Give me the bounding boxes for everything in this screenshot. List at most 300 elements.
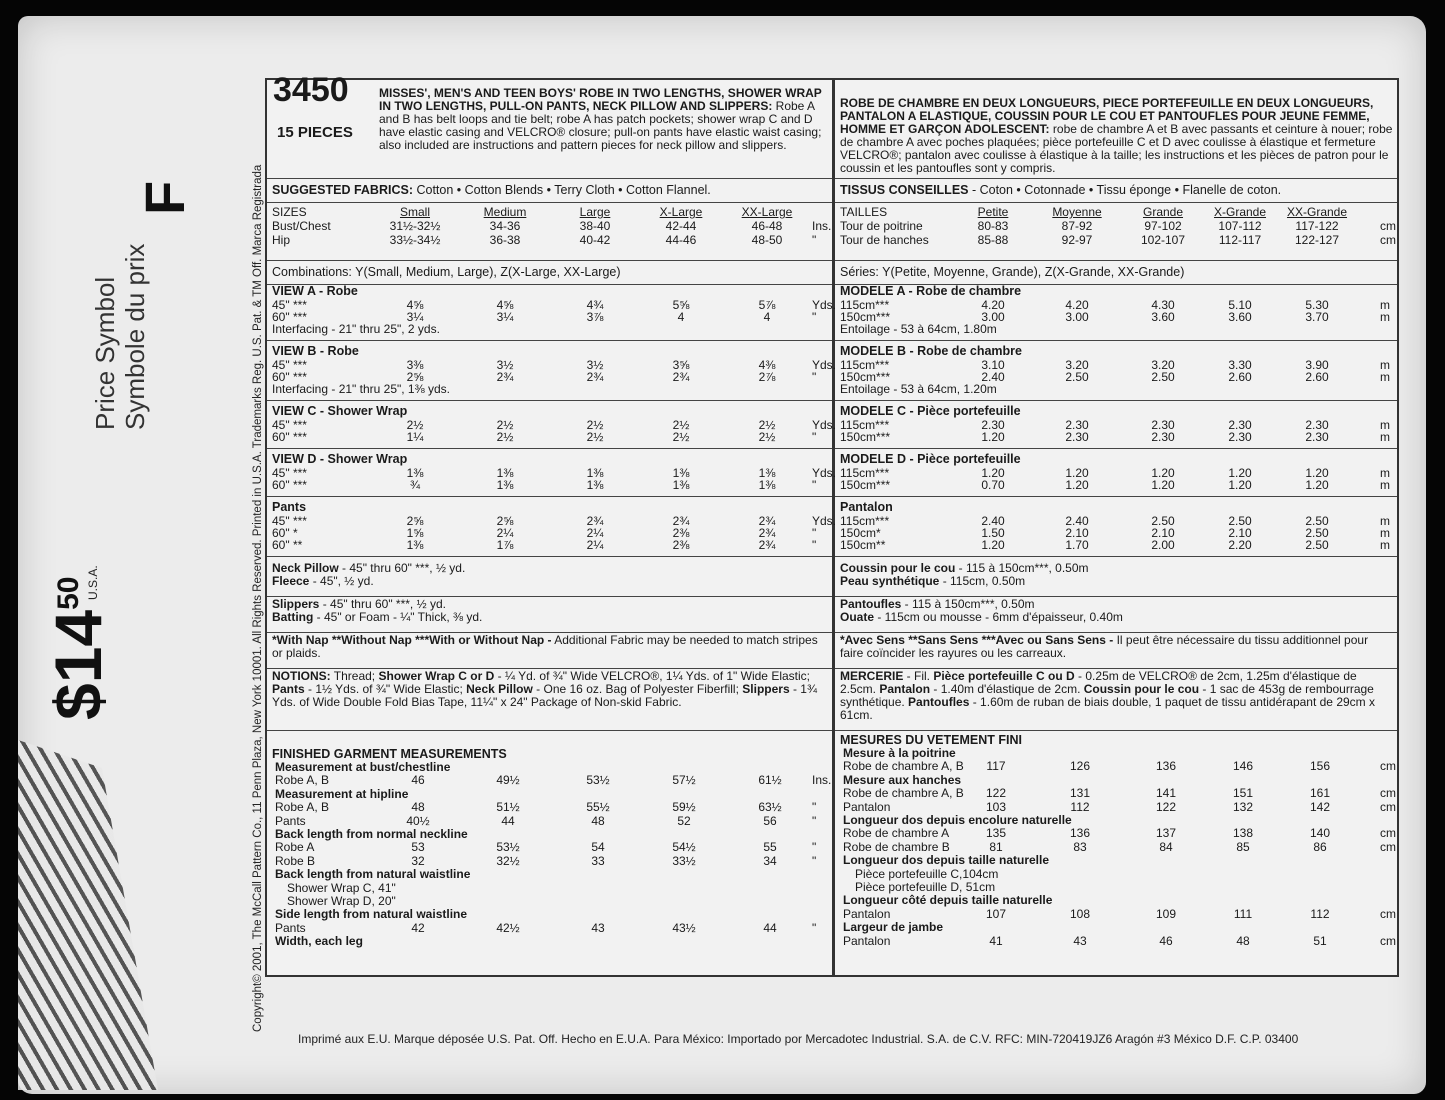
en-batting-text: - 45" or Foam - ¼" Thick, ⅜ yd. [313, 610, 483, 624]
en-yardage-value: 4 [763, 310, 771, 324]
fr-yardage-value: 2.30 [1305, 418, 1329, 432]
fr-fgm-value: 103 [985, 799, 1007, 814]
fr-fabric-width: 150cm*** [840, 478, 891, 492]
price-country: U.S.A. [86, 565, 100, 600]
fr-fgm-heading-text: Mesure à la poitrine [843, 746, 956, 760]
en-fgm-row [275, 895, 832, 908]
en-size-cell: 40-42 [579, 233, 611, 247]
fr-notions [840, 670, 1392, 722]
en-yardage-value: 2½ [586, 418, 604, 432]
en-fabric-width: 60" *** [272, 370, 307, 384]
fr-fgm-heading [843, 747, 1397, 760]
fr-yardage-value: 2.10 [1228, 526, 1252, 540]
fr-yardage-row [840, 479, 1397, 491]
fr-yardage-value: 2.50 [1151, 514, 1175, 528]
en-size-cell: 31½-32½ [389, 219, 441, 233]
en-fgm-value: 32 [411, 853, 425, 868]
en-size-cell: X-Large [659, 205, 703, 219]
fr-yardage-value: 1.20 [981, 430, 1005, 444]
en-fgm-row [275, 841, 832, 854]
import-footer: Imprimé aux E.U. Marque déposée U.S. Pat. Off. Hecho en E.U.A. Para México: Importado por Mercadotec Industrial. S.A. de C.V. RFC: MIN-720419JZ6 Aragón #3 México D.F. C.P. 03400 [298, 1032, 1299, 1046]
fr-yardage-value: 2.30 [981, 418, 1005, 432]
en-yardage-row [272, 298, 837, 312]
fr-yardage-unit: m [1380, 538, 1390, 552]
fr-view-title: MODELE C - Pièce portefeuille [840, 404, 1021, 418]
en-yardage-value: 1⅝ [406, 526, 424, 540]
en-fgm-row [275, 922, 832, 935]
fr-interfacing-note: Entoilage - 53 à 64cm, 1.80m [840, 322, 997, 336]
en-fgm-value: 43 [591, 920, 605, 935]
en-yardage-value: 1⅜ [758, 478, 776, 492]
en-yardage-value: 1⅞ [496, 538, 514, 552]
en-yardage-value: 1⅜ [496, 478, 514, 492]
fr-fgm-unit: cm [1380, 786, 1396, 801]
fr-fabrics-text: - Coton • Cotonnade • Tissu éponge • Flanelle de coton. [968, 183, 1282, 197]
en-fgm-heading-text: Measurement at hipline [275, 786, 409, 801]
fr-fgm-value: 83 [1073, 839, 1087, 854]
fr-view-2 [835, 402, 1397, 449]
en-yardage-row [272, 527, 832, 539]
en-description-text: Robe A and B has belt loops and tie belt; robe A has patch pockets; shower wrap C and D have elastic casing and VELCRO® closure; pull-on pants have elastic waist casing; also included are instructions and pattern pieces for neck pillow and slippers. [379, 99, 822, 152]
fr-view-title: MODELE B - Robe de chambre [840, 344, 1022, 358]
en-fgm-label: Robe A, B [275, 800, 330, 815]
fr-yardage-unit: m [1380, 478, 1390, 492]
en-yardage-unit: " [812, 370, 817, 384]
en-yardage-value: 2¼ [586, 526, 604, 540]
en-fgm-value: 53 [411, 840, 425, 855]
fr-size-cell: 97-102 [1144, 219, 1182, 233]
en-yardage-unit: " [812, 430, 817, 444]
en-yardage-row [272, 514, 837, 528]
fr-fgm-label: Robe de chambre A, B [843, 786, 964, 801]
en-combinations: Combinations: Y(Small, Medium, Large), Z(X-Large, XX-Large) [267, 262, 832, 285]
fr-fabric-width: 115cm*** [840, 514, 890, 528]
fr-fgm-heading [843, 894, 1397, 907]
fr-description-text: robe de chambre A et B avec passants et ceinture à nouer; robe de chambre A avec poches plaquées; pièce portefeuille C et D avec coulisse à élastique et fermeture VELCRO®; pantalon avec coulisse à élastique à la taille; les instructions et les pièces de patron pour le coussin et les pantoufles sont y compris. [840, 122, 1393, 175]
fr-yardage-unit: m [1380, 526, 1390, 540]
fr-fgm-value: 86 [1313, 839, 1327, 854]
fr-nap-label: *Avec Sens **Sans Sens ***Avec ou Sans Sens - [840, 633, 1114, 647]
fr-yardage-value: 4.20 [981, 298, 1005, 312]
en-slippers-label: Slippers [272, 597, 320, 611]
fr-view-title: MODELE A - Robe de chambre [840, 284, 1022, 298]
en-fgm-heading [275, 868, 832, 881]
fr-yardage-value: 2.50 [1151, 370, 1175, 384]
fr-yardage-value: 2.10 [1065, 526, 1089, 540]
en-yardage-value: 2⅝ [406, 370, 424, 384]
en-fgm-unit: " [812, 813, 817, 828]
en-sizes-row [272, 234, 832, 247]
en-fgm-value: 42 [411, 920, 425, 935]
fr-size-cell: 92-97 [1061, 233, 1093, 247]
fr-yardage-value: 3.70 [1305, 310, 1329, 324]
en-fgm-title: FINISHED GARMENT MEASUREMENTS [272, 747, 507, 761]
fr-fgm-row [843, 801, 1397, 814]
en-yardage-unit: Yds. [812, 358, 837, 372]
en-yardage-unit: Yds. [812, 466, 837, 480]
fr-yardage-value: 1.20 [1151, 478, 1175, 492]
fr-yardage-value: 3.20 [1151, 358, 1175, 372]
price-cents: 50 [52, 576, 85, 610]
en-fgm-value: 33 [591, 853, 605, 868]
fr-yardage-value: 3.90 [1305, 358, 1329, 372]
en-sizes-label: Bust/Chest [272, 219, 331, 233]
en-fgm-value: 61½ [758, 773, 782, 788]
en-yardage-value: 3¼ [406, 310, 424, 324]
fr-fgm-value: 46 [1159, 933, 1173, 948]
en-yardage-value: 1⅜ [586, 466, 604, 480]
price [40, 577, 116, 721]
en-yardage-value: 3½ [496, 358, 514, 372]
fr-fgm-unit: cm [1380, 799, 1396, 814]
en-yardage-unit: Yds. [812, 418, 837, 432]
en-nap-label: *With Nap **Without Nap ***With or Without Nap - [272, 633, 552, 647]
en-fgm-heading [275, 935, 832, 948]
en-fgm-value: 51½ [496, 800, 520, 815]
en-fgm-value: 63½ [758, 800, 782, 815]
fr-sizes-row [840, 206, 1397, 219]
fr-yardage-value: 3.10 [981, 358, 1005, 372]
en-fgm-value: 55½ [586, 800, 610, 815]
fr-fabric-width: 150cm*** [840, 430, 891, 444]
en-fgm-value: 32½ [496, 853, 520, 868]
en-fleece-label: Fleece [272, 574, 310, 588]
fr-fgm-value: 137 [1155, 826, 1177, 841]
en-notions-part: Shower Wrap C or D [378, 669, 495, 683]
en-notions-part: Thread; [330, 669, 379, 683]
fr-fgm-unit: cm [1380, 933, 1396, 948]
fr-fgm-row [843, 935, 1397, 948]
fr-yardage-value: 2.40 [1065, 514, 1089, 528]
en-fgm-unit: " [812, 853, 817, 868]
en-sizes-row [272, 206, 832, 219]
fr-fgm-value: 112 [1070, 799, 1090, 814]
en-fgm-heading-text: Back length from normal neckline [275, 827, 468, 841]
fr-fgm-value: 131 [1069, 786, 1091, 801]
en-yardage-value: 3⅞ [586, 310, 604, 324]
fr-fgm-value: 109 [1155, 906, 1177, 921]
en-size-cell: 48-50 [751, 233, 783, 247]
en-fabric-width: 45" *** [272, 466, 307, 480]
en-yardage-value: 2⅞ [758, 370, 776, 384]
en-fgm-value: 44 [501, 813, 515, 828]
en-yardage-value: 4 [677, 310, 685, 324]
fr-fgm-heading-text: Mesure aux hanches [843, 772, 962, 787]
fr-yardage-value: 0.70 [981, 478, 1005, 492]
fr-fgm-heading-text: Largeur de jambe [843, 920, 944, 935]
en-fgm-value: 49½ [496, 773, 520, 788]
en-notions-part: - 1½ Yds. of ¾" Wide Elastic; [304, 682, 467, 696]
price-symbol-label-fr: Symbole du prix [120, 243, 150, 430]
en-fgm-unit: " [812, 840, 817, 855]
en-size-unit: " [812, 233, 817, 247]
en-view-0 [267, 282, 837, 341]
price-symbol-label: Price Symbol [90, 276, 120, 430]
en-fgm-value: 43½ [672, 920, 696, 935]
en-yardage-unit: Yds. [812, 298, 837, 312]
pattern-info-panel [265, 71, 1399, 977]
en-size-cell: 33½-34½ [389, 233, 441, 247]
fr-fgm-row [843, 881, 1397, 894]
en-view-2 [267, 402, 837, 449]
en-fgm-heading-text: Back length from natural waistline [275, 867, 471, 882]
fr-fgm-heading-text: Longueur dos depuis encolure naturelle [843, 813, 1072, 827]
en-neck-pillow-text: - 45" thru 60" ***, ½ yd. [338, 561, 466, 575]
en-size-cell: 38-40 [579, 219, 611, 233]
fr-fgm-value: 84 [1159, 839, 1173, 854]
fr-yardage-value: 5.30 [1305, 298, 1329, 312]
fr-yardage-value: 1.20 [1228, 478, 1252, 492]
fr-fabrics-label: TISSUS CONSEILLES [840, 183, 969, 197]
en-yardage-value: 3⅜ [406, 358, 424, 372]
fr-fgm-value: 126 [1069, 759, 1091, 774]
en-yardage-value: 2½ [496, 418, 514, 432]
fr-sizes-table [835, 200, 1397, 261]
en-sizes-label: SIZES [272, 205, 307, 219]
fr-view-0 [835, 282, 1397, 341]
fr-sizes-row [840, 220, 1397, 233]
fr-fgm-value: 108 [1069, 906, 1091, 921]
fr-fgm-text: Pièce portefeuille D, 51cm [855, 880, 996, 894]
french-column [835, 80, 1397, 975]
en-yardage-value: 1⅜ [406, 538, 424, 552]
en-size-cell: XX-Large [741, 205, 793, 219]
en-nap-section [267, 630, 832, 669]
en-fabric-width: 60" * [272, 526, 298, 540]
en-notions-part: NOTIONS: [272, 669, 331, 683]
en-yardage-unit: " [812, 538, 817, 552]
fr-yardage-unit: m [1380, 310, 1390, 324]
fr-size-cell: Grande [1142, 205, 1184, 219]
en-fgm-label: Pants [275, 920, 306, 935]
en-fgm-value: 53½ [496, 840, 520, 855]
en-yardage-value: 2½ [672, 418, 690, 432]
fr-neck-pillow-text: - 115 à 150cm***, 0.50m [955, 561, 1089, 575]
en-notions-part: - ¼ Yd. of ¾" Wide VELCRO®, 1¼ Yds. of 1" Wide Elastic; [494, 669, 810, 683]
fr-yardage-value: 2.60 [1228, 370, 1252, 384]
fr-notions-part: - 1.60m de ruban de biais double, 1 paquet de tissu antidérapant de 29cm x 61cm. [840, 695, 1375, 722]
en-yardage-unit: " [812, 526, 817, 540]
en-yardage-value: 2⅝ [496, 514, 514, 528]
fr-combinations: Séries: Y(Petite, Moyenne, Grande), Z(X-Grande, XX-Grande) [835, 262, 1397, 285]
fr-yardage-unit: m [1380, 298, 1390, 312]
fr-yardage-value: 1.20 [1065, 466, 1089, 480]
fr-fabric-width: 150cm*** [840, 310, 891, 324]
fr-sizes-label: Tour de poitrine [840, 219, 923, 233]
fr-fgm-value: 111 [1233, 906, 1253, 921]
fr-fgm-value: 135 [985, 826, 1007, 841]
en-yardage-row [272, 358, 837, 372]
fr-fgm-value: 122 [985, 786, 1007, 801]
fr-yardage-value: 2.50 [1065, 370, 1089, 384]
fr-fgm-value: 136 [1155, 759, 1177, 774]
en-fgm-value: 46 [411, 773, 425, 788]
en-notions-part: - One 16 oz. Bag of Polyester Fiberfill; [532, 682, 743, 696]
fr-notions-section [835, 666, 1397, 731]
en-sizes-table [267, 200, 832, 261]
fr-fgm-label: Robe de chambre B [843, 839, 950, 854]
en-fgm-text: Shower Wrap D, 20" [287, 894, 396, 908]
en-fgm-value: 55 [763, 840, 777, 855]
fr-batting-label: Ouate [840, 610, 875, 624]
en-yardage-value: 1⅜ [758, 466, 776, 480]
fr-fgm-unit: cm [1380, 906, 1396, 921]
price-dollars: $14 [41, 609, 115, 720]
fr-yardage-value: 1.20 [981, 538, 1005, 552]
fr-fgm-value: 136 [1069, 826, 1091, 841]
en-view-title: VIEW B - Robe [272, 344, 359, 358]
fr-size-cell: 117-122 [1295, 219, 1339, 233]
fr-finished-measurements [835, 728, 1397, 975]
fr-yardage-value: 3.00 [981, 310, 1005, 324]
en-fgm-label: Robe B [275, 853, 316, 868]
en-view-1 [267, 342, 837, 401]
fr-yardage-value: 1.20 [1151, 466, 1175, 480]
en-fgm-row [275, 855, 832, 868]
fr-fgm-title: MESURES DU VETEMENT FINI [840, 733, 1022, 747]
en-yardage-value: 2¾ [758, 514, 776, 528]
en-fabric-width: 45" *** [272, 514, 307, 528]
en-fabric-width: 60" ** [272, 538, 303, 552]
fr-fabric-width: 150cm*** [840, 370, 891, 384]
en-yardage-value: 2½ [758, 418, 776, 432]
en-fleece-text: - 45", ½ yd. [309, 574, 374, 588]
fr-sizes-row [840, 234, 1397, 247]
en-yardage-unit: Yds. [812, 514, 837, 528]
en-fgm-value: 57½ [672, 773, 696, 788]
en-yardage-value: 2⅜ [672, 538, 690, 552]
en-fgm-heading-text: Side length from natural waistline [275, 907, 468, 922]
fr-yardage-value: 3.30 [1228, 358, 1252, 372]
fr-fgm-label: Robe de chambre A, B [843, 759, 964, 774]
fr-title: ROBE DE CHAMBRE EN DEUX LONGUEURS, PIECE PORTEFEUILLE EN DEUX LONGUEURS, PANTALON A ELASTIQUE, COUSSIN POUR LE COU ET PANTOUFLES POUR JEUNE FEMME, HOMME ET GARÇON ADOLESCENT: [840, 96, 1374, 136]
en-size-cell: 46-48 [751, 219, 783, 233]
en-fgm-value: 40½ [406, 813, 430, 828]
en-fgm-value: 54½ [672, 840, 696, 855]
fr-fgm-value: 140 [1309, 826, 1331, 841]
en-view-title: Pants [272, 500, 307, 514]
fr-yardage-value: 2.30 [1151, 418, 1175, 432]
en-yardage-value: 2⅜ [672, 526, 690, 540]
fr-fabric-width: 115cm*** [840, 418, 890, 432]
fr-yardage-value: 1.70 [1065, 538, 1089, 552]
en-finished-measurements [267, 728, 832, 975]
en-notions-part: - 1¾ Yds. of Wide Double Fold Bias Tape, 11¼" x 24" Package of Non-skid Fabric. [272, 682, 817, 709]
en-yardage-value: 4⅝ [496, 298, 514, 312]
fr-slippers-label: Pantoufles [840, 597, 902, 611]
en-yardage-value: 1⅜ [672, 466, 690, 480]
en-nap-text: Additional Fabric may be needed to match stripes or plaids. [272, 633, 818, 660]
en-yardage-value: 4⅜ [758, 358, 776, 372]
en-yardage-value: 2½ [672, 430, 690, 444]
en-notions-part: Neck Pillow [466, 682, 533, 696]
fr-fgm-label: Pantalon [843, 799, 891, 814]
en-fgm-heading [275, 761, 832, 774]
fr-yardage-value: 1.20 [1228, 466, 1252, 480]
fr-fabric-width: 115cm*** [840, 298, 890, 312]
fr-view-title: Pantalon [840, 500, 893, 514]
en-yardage-value: 2½ [586, 430, 604, 444]
en-sizes-row [272, 220, 832, 233]
fr-size-cell: 112-117 [1218, 233, 1262, 247]
en-fgm-row [275, 815, 832, 828]
en-interfacing-note: Interfacing - 21" thru 25", 2 yds. [272, 322, 440, 336]
en-fgm-label: Pants [275, 813, 306, 828]
en-yardage-value: 3½ [586, 358, 604, 372]
en-fgm-heading-text: Measurement at bust/chestline [275, 760, 451, 774]
fr-fgm-unit: cm [1380, 759, 1396, 774]
en-size-cell: 42-44 [665, 219, 697, 233]
fr-notions-part: Pantoufles [908, 695, 970, 709]
fr-yardage-value: 4.20 [1065, 298, 1089, 312]
fr-fabric-width: 115cm*** [840, 358, 890, 372]
fr-fgm-text: Pièce portefeuille C,104cm [855, 866, 999, 881]
fr-fabric-width: 150cm* [840, 526, 881, 540]
en-yardage-value: 4¾ [586, 298, 604, 312]
fr-yardage-value: 4.30 [1151, 298, 1175, 312]
en-fgm-label: Robe A, B [275, 773, 330, 788]
fr-batting-text: - 115cm ou mousse - 6mm d'épaisseur, 0.40m [874, 610, 1123, 624]
fr-fgm-value: 122 [1155, 799, 1177, 814]
fr-yardage-unit: m [1380, 358, 1390, 372]
en-slippers-text: - 45" thru 60" ***, ½ yd. [319, 597, 446, 611]
fr-fgm-value: 51 [1313, 933, 1327, 948]
fr-yardage-value: 1.20 [981, 466, 1005, 480]
en-neck-pillow-label: Neck Pillow [272, 561, 339, 575]
en-size-cell: 36-38 [489, 233, 521, 247]
fr-fleece-text: - 115cm, 0.50m [939, 574, 1026, 588]
fr-fgm-row [843, 841, 1397, 854]
en-fabric-width: 60" *** [272, 310, 307, 324]
fr-size-unit: cm [1380, 233, 1396, 247]
en-yardage-value: 2⅝ [406, 514, 424, 528]
fr-nap-text: Il peut être nécessaire du tissu additionnel pour faire coïncider les rayures ou les carreaux. [840, 633, 1369, 660]
en-yardage-value: 2¼ [586, 538, 604, 552]
en-nap-note [272, 634, 827, 660]
en-fabrics-text: Cotton • Cotton Blends • Terry Cloth • Cotton Flannel. [413, 183, 711, 197]
fr-yardage-row [840, 431, 1397, 443]
en-header-section [267, 71, 832, 179]
en-fgm-text: Shower Wrap C, 41" [287, 880, 396, 895]
fr-fabric-width: 115cm*** [840, 466, 890, 480]
en-yardage-value: 2¾ [586, 514, 604, 528]
en-yardage-value: ¾ [409, 478, 420, 492]
en-fgm-value: 52 [677, 813, 691, 828]
en-fabric-width: 60" *** [272, 430, 307, 444]
en-notions-part: Slippers [742, 682, 790, 696]
fr-yardage-unit: m [1380, 514, 1390, 528]
en-yardage-value: 2¼ [496, 526, 514, 540]
en-fgm-heading [275, 788, 832, 801]
fr-fabric-width: 150cm** [840, 538, 886, 552]
en-yardage-unit: " [812, 478, 817, 492]
en-interfacing-note: Interfacing - 21" thru 25", 1⅜ yds. [272, 382, 450, 396]
fr-header-section [835, 80, 1397, 179]
en-size-cell: Large [579, 205, 611, 219]
en-yardage-value: 2¾ [586, 370, 604, 384]
fr-size-cell: 122-127 [1294, 233, 1340, 247]
en-yardage-value: 1⅜ [406, 466, 424, 480]
en-fgm-row [275, 774, 832, 787]
fr-fgm-value: 85 [1236, 839, 1250, 854]
en-yardage-value: 2¾ [758, 526, 776, 540]
fr-sizes-label: TAILLES [840, 205, 888, 219]
fr-yardage-value: 2.00 [1151, 538, 1175, 552]
en-fgm-label: Robe A [275, 840, 315, 855]
en-fgm-unit: " [812, 800, 817, 815]
fr-size-cell: 85-88 [977, 233, 1009, 247]
fr-yardage-value: 1.20 [1065, 478, 1089, 492]
